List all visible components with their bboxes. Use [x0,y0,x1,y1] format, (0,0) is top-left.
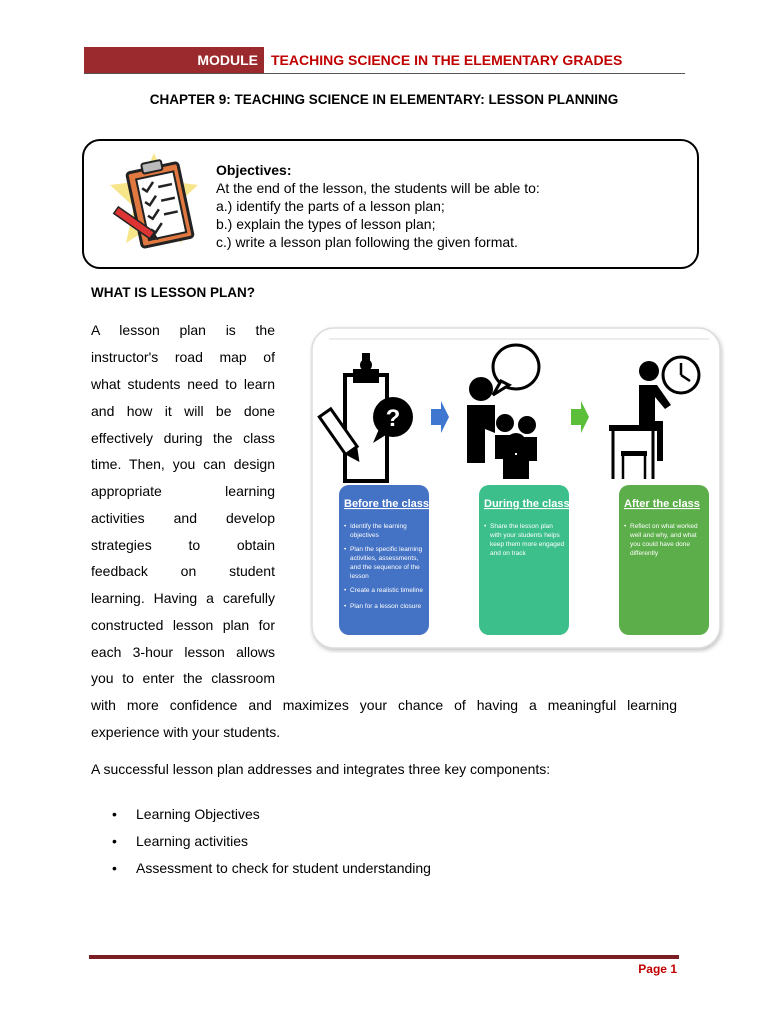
section-heading: WHAT IS LESSON PLAN? [91,285,255,300]
svg-text:Create a realistic timeline: Create a realistic timeline [350,587,423,594]
paragraph-line: instructor's road map of [91,349,275,365]
footer-divider [89,955,679,959]
svg-text:well and why, and what: well and why, and what [630,532,697,539]
svg-text:•: • [344,546,347,553]
paragraph-line: feedback on student [91,563,275,579]
list-item-label: Assessment to check for student understanding [136,860,431,876]
paragraph-line: A lesson plan is the [91,322,275,338]
svg-text:•: • [484,523,487,530]
objectives-intro: At the end of the lesson, the students will be able to: [216,180,540,196]
svg-text:differently: differently [630,550,659,557]
paragraph-line: time. Then, you can design [91,456,275,472]
svg-text:Reflect on what worked: Reflect on what worked [630,523,698,530]
svg-text:lesson: lesson [350,573,369,580]
paragraph-line: activities and develop [91,510,275,526]
bullet-icon: • [112,860,117,876]
svg-text:?: ? [385,405,401,432]
chapter-title: CHAPTER 9: TEACHING SCIENCE IN ELEMENTARY: LESSON PLANNING [149,92,619,107]
paragraph-line: strategies to obtain [91,537,275,553]
paragraph-line: appropriate learning [91,483,275,499]
header-divider [84,73,685,74]
before-class-title: Before the class [344,498,429,510]
objectives-heading: Objectives: [216,162,292,178]
paragraph-line: constructed lesson plan for [91,617,275,633]
lesson-plan-diagram [309,325,725,653]
module-title: TEACHING SCIENCE IN THE ELEMENTARY GRADES [271,52,623,68]
paragraph-line: what students need to learn [91,376,275,392]
svg-text:Plan the specific learning: Plan the specific learning [350,546,423,553]
svg-text:Share the lesson plan: Share the lesson plan [490,523,553,530]
objective-item: c.) write a lesson plan following the given format. [216,234,518,250]
svg-text:keep them more engaged: keep them more engaged [490,541,565,548]
paragraph-line: learning. Having a carefully [91,590,275,606]
svg-text:objectives: objectives [350,532,379,539]
during-class-title: During the class [484,498,570,510]
bullet-icon: • [112,833,117,849]
clipboard-checklist-icon [106,151,202,255]
svg-text:and the sequence of the: and the sequence of the [350,564,420,571]
list-item-label: Learning Objectives [136,806,260,822]
objectives-text [216,161,540,251]
svg-text:you could have done: you could have done [630,541,690,548]
list-item-label: Learning activities [136,833,249,849]
module-label: MODULE [197,52,258,68]
svg-text:activities, assessments,: activities, assessments, [350,555,419,562]
svg-text:with your students helps: with your students helps [490,532,560,539]
objective-item: b.) explain the types of lesson plan; [216,216,436,232]
svg-text:and on track: and on track [490,550,526,557]
svg-text:•: • [624,523,627,530]
svg-text:•: • [344,603,347,610]
components-intro: A successful lesson plan addresses and integrates three key components: [91,761,551,777]
svg-text:Identify the learning: Identify the learning [350,523,407,530]
paragraph-line: each 3-hour lesson allows [91,644,275,660]
svg-text:•: • [344,523,347,530]
paragraph-line: experience with your students. [91,724,281,740]
paragraph-line: you to enter the classroom [91,670,275,686]
svg-text:•: • [344,587,347,594]
paragraph-line: effectively during the class [91,430,275,446]
after-class-title: After the class [624,498,700,510]
objective-item: a.) identify the parts of a lesson plan; [216,198,445,214]
svg-text:Plan for a lesson closure: Plan for a lesson closure [350,603,422,610]
bullet-icon: • [112,806,117,822]
page-number: Page 1 [638,962,677,976]
paragraph-line: with more confidence and maximizes your chance of having a meaningful learning [91,697,677,713]
paragraph-line: and how it will be done [91,403,275,419]
